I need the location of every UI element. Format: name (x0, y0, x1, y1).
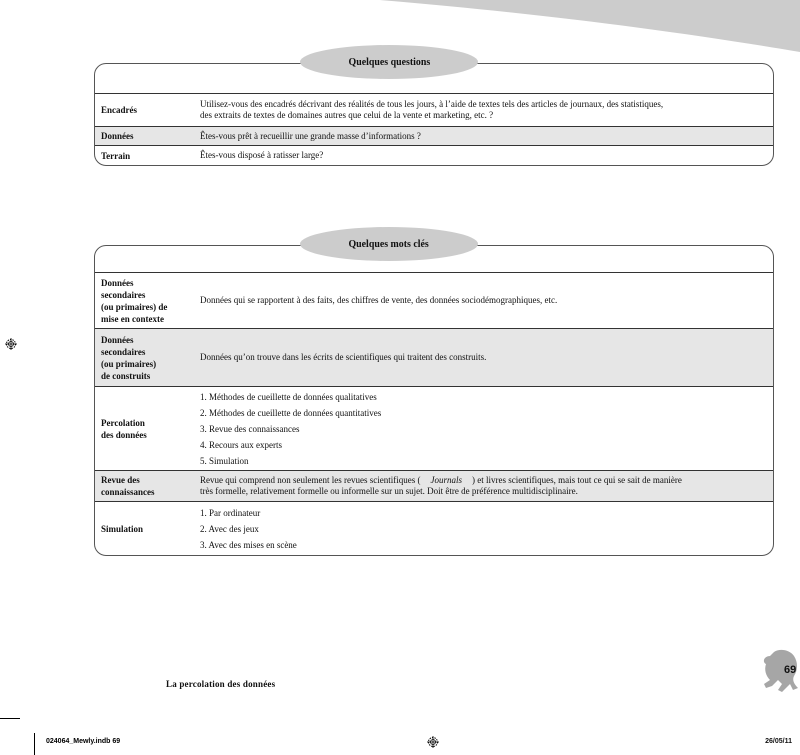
list-item: 2. Avec des jeux (200, 523, 259, 534)
term: Encadrés (101, 105, 137, 115)
registration-mark-icon (427, 736, 439, 748)
print-date: 26/05/11 (765, 738, 792, 745)
list-item: 1. Méthodes de cueillette de données qualitatives (200, 391, 377, 402)
term: Terrain (101, 150, 131, 161)
italic-term: Journals (430, 475, 462, 485)
term: Données secondaires (ou primaires) de mise en contexte (101, 277, 168, 324)
definition: Données qu’on trouve dans les écrits de scientifiques qui traitent des construits. (200, 352, 487, 362)
list-item: 2. Méthodes de cueillette de données quantitatives (200, 407, 382, 418)
list-item: 1. Par ordinateur (200, 507, 261, 518)
term: Simulation (101, 523, 144, 534)
table-row (95, 145, 773, 165)
table-row (95, 328, 773, 386)
keywords-title: Quelques mots clés (348, 238, 430, 250)
file-slug: 024064_Mewly.indb 69 (46, 738, 121, 745)
definition: Utilisez-vous des encadrés décrivant des réalités de tous les jours, à l’aide de textes tels des articles de journaux, des statistiques, des extraits de textes de domaines autres que celui de la vente et marketing, etc. ? (200, 99, 664, 120)
definition: Données qui se rapportent à des faits, des chiffres de vente, des données sociodémographiques, etc. (200, 295, 558, 305)
questions-box (94, 63, 774, 166)
list-item: 5. Simulation (200, 455, 249, 466)
term: Données secondaires (ou primaires) de construits (101, 334, 157, 381)
definition: Revue qui comprend non seulement les revues scientifiques ( Journals ) et livres scientifiques, mais tout ce qui se sait de manière très formelle, relativement formelle ou informelle sur un sujet. Doit être de préférence multidisciplinaire. (200, 475, 682, 496)
list-item: 3. Revue des connaissances (200, 423, 300, 434)
questions-title-oval (300, 45, 478, 79)
registration-mark-icon (5, 338, 17, 350)
definition-list (200, 505, 773, 553)
list-item: 3. Avec des mises en scène (200, 539, 297, 550)
definition-list (200, 389, 773, 469)
crop-mark (0, 718, 20, 719)
table-row (95, 126, 773, 145)
table-row (95, 272, 773, 328)
questions-title: Quelques questions (348, 56, 430, 68)
term: Données (101, 131, 134, 141)
term: Revue des connaissances (101, 475, 155, 497)
list-item: 4. Recours aux experts (200, 439, 282, 450)
keywords-box (94, 245, 774, 556)
term: Percolation des données (101, 417, 147, 440)
keywords-title-oval (300, 227, 478, 261)
crop-mark (34, 733, 35, 755)
page-number: 69 (784, 664, 797, 676)
table-row (95, 501, 773, 555)
definition: Êtes-vous disposé à ratisser large? (200, 150, 324, 160)
table-row (95, 93, 773, 126)
table-row (95, 386, 773, 470)
definition: Êtes-vous prêt à recueillir une grande masse d’informations ? (200, 130, 421, 141)
running-title: La percolation des données (166, 679, 276, 689)
table-row (95, 470, 773, 501)
